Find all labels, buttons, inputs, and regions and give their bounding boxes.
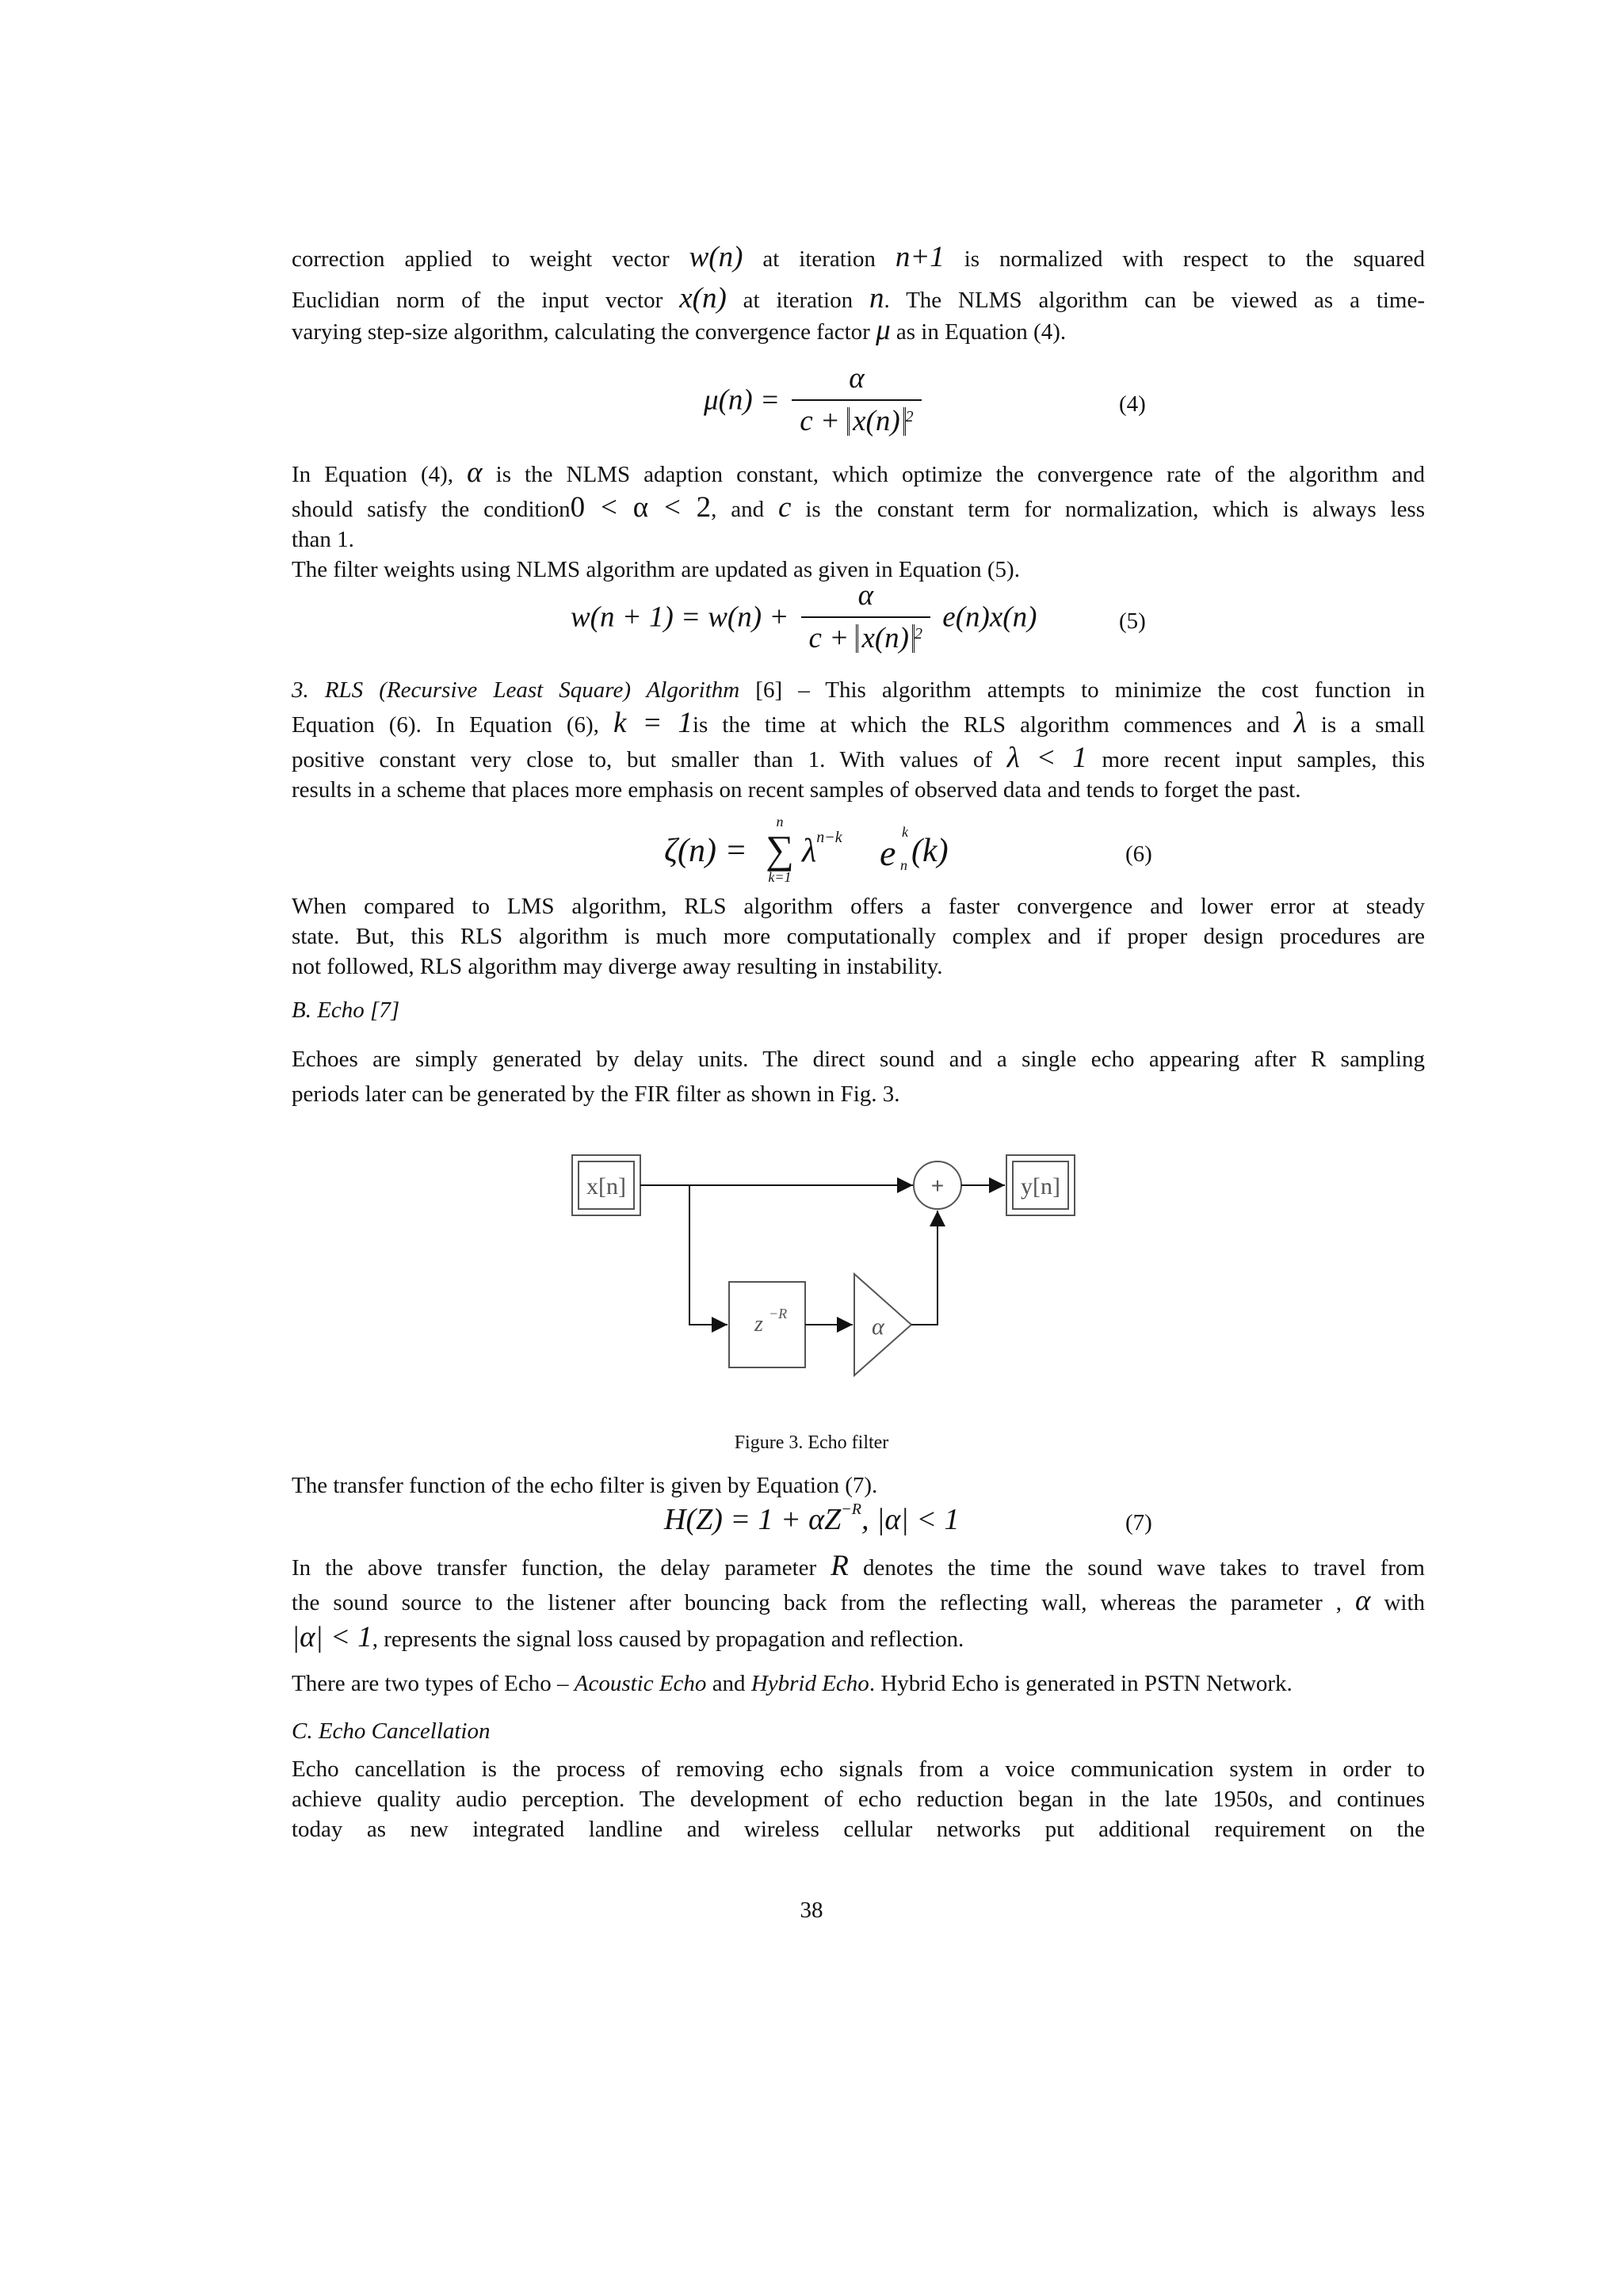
input-block — [572, 1155, 640, 1215]
paragraph-nlms-intro — [292, 242, 1425, 347]
svg-text:+: + — [930, 1173, 945, 1198]
math-x-n: x(n) — [679, 282, 727, 315]
equation-number: (6) — [1125, 841, 1152, 867]
paragraph-echo-types: There are two types of Echo – Acoustic Echo and Hybrid Echo. Hybrid Echo is generated in PSTN Network. — [292, 1671, 1293, 1696]
math-R: R — [831, 1550, 849, 1582]
math-w-n: w(n) — [689, 241, 743, 273]
equation-number: (5) — [1119, 608, 1146, 634]
paragraph-transfer: The transfer function of the echo filter is given by Equation (7). — [292, 1473, 878, 1498]
echo-filter-diagram — [555, 1141, 1094, 1379]
adder-node — [914, 1161, 961, 1209]
text-line: Euclidian norm of the input vector x(n) at iteration n. The NLMS algorithm can be viewed as a time- — [292, 282, 1426, 315]
paragraph-nlms-constant — [292, 458, 1425, 585]
equation-number: (4) — [1119, 391, 1146, 417]
text-line: When compared to LMS algorithm, RLS algorithm offers a faster convergence and lower error at steady — [292, 894, 1425, 919]
text-line: varying step-size algorithm, calculating the convergence factor μ as in Equation (4). — [292, 314, 1067, 346]
math-alpha: α — [467, 456, 483, 489]
eq7-lhs: H(Z) = 1 + αZ — [664, 1503, 842, 1536]
math-mu: μ — [876, 314, 891, 346]
eq4-fraction: $\frac{\alpha}{c + x(n) ^2}$ — [792, 361, 921, 439]
text-line: periods later can be generated by the FIR filter as shown in Fig. 3. — [292, 1081, 900, 1107]
text-line: positive constant very close to, but smaller than 1. With values of λ < 1 more recent input samples, this — [292, 742, 1426, 774]
eq5-lhs: w(n + 1) = w(n) + — [571, 601, 789, 634]
text-line: state. But, this RLS algorithm is much more computationally complex and if proper design procedures are — [292, 924, 1425, 949]
eq6-lhs: ζ(n) = — [664, 833, 747, 869]
text-line: not followed, RLS algorithm may diverge away resulting in instability. — [292, 954, 943, 979]
paragraph-rls-compare — [292, 891, 1425, 982]
math-lambda-lt-1: λ < 1 — [1006, 742, 1087, 774]
text-line: In Equation (4), α is the NLMS adaption constant, which optimize the convergence rate of the algorithm and — [292, 456, 1426, 489]
text-line: 3. RLS (Recursive Least Square) Algorithm [6] – This algorithm attempts to minimize the cost function in — [292, 677, 1425, 703]
page-number: 38 — [800, 1897, 823, 1923]
section-heading-echo-cancellation: C. Echo Cancellation — [292, 1718, 491, 1744]
eq5-fraction: $\frac{\alpha}{c + x(n) ^2}$ — [801, 578, 930, 656]
eq6-sum-upper: n — [776, 814, 784, 830]
output-block — [1006, 1155, 1075, 1215]
eq4-lhs: μ(n) = — [704, 383, 780, 417]
equation-number: (7) — [1125, 1510, 1152, 1535]
math-abs-alpha: |α| < 1 — [292, 1621, 372, 1653]
eq5-rhs: e(n)x(n) — [942, 601, 1037, 634]
svg-text:−R: −R — [769, 1306, 788, 1322]
text-line: The filter weights using NLMS algorithm are updated as given in Equation (5). — [292, 557, 1020, 582]
figure-caption: Figure 3. Echo filter — [734, 1432, 889, 1453]
text-line: Echo cancellation is the process of removing echo signals from a voice communication system in order to — [292, 1756, 1425, 1782]
svg-text:α: α — [872, 1314, 884, 1340]
text-line: In the above transfer function, the delay parameter R denotes the time the sound wave takes to travel from — [292, 1550, 1425, 1582]
text-line: |α| < 1, represents the signal loss caused by propagation and reflection. — [292, 1621, 964, 1653]
text-line: results in a scheme that places more emphasis on recent samples of observed data and tends to forget the past. — [292, 777, 1301, 803]
section-heading-echo: B. Echo [7] — [292, 997, 400, 1023]
gain-amplifier — [854, 1274, 911, 1375]
eq6-e: e — [880, 833, 896, 873]
paragraph-delay-parameter — [292, 1551, 1425, 1654]
svg-text:z: z — [754, 1312, 763, 1337]
svg-text:x[n]: x[n] — [586, 1173, 626, 1199]
text-line: the sound source to the listener after bouncing back from the reflecting wall, whereas the parameter , α with — [292, 1585, 1426, 1617]
math-n: n — [869, 282, 884, 315]
text-line: should satisfy the condition0 < α < 2, and c is the constant term for normalization, which is always less — [292, 491, 1426, 524]
text-line: than 1. — [292, 527, 354, 552]
text-line: today as new integrated landline and wireless cellular networks put additional requirement on the — [292, 1817, 1425, 1842]
paragraph-rls — [292, 675, 1425, 805]
text-line: Echoes are simply generated by delay units. The direct sound and a single echo appearing after R sampling — [292, 1047, 1425, 1072]
text-line: correction applied to weight vector w(n) at iteration n+1 is normalized with respect to the squared — [292, 241, 1426, 273]
delay-block — [729, 1282, 805, 1367]
paragraph-echo-cancellation — [292, 1754, 1425, 1844]
math-condition: 0 < α < 2 — [570, 491, 712, 524]
math-n-plus-1: n+1 — [895, 241, 945, 273]
eq6-lambda: λ — [802, 833, 817, 869]
rls-heading: 3. RLS (Recursive Least Square) Algorithm — [292, 677, 740, 703]
text-line: Equation (6). In Equation (6), k = 1is the time at which the RLS algorithm commences and λ is a small — [292, 707, 1426, 739]
eq7-rest: , |α| < 1 — [861, 1503, 960, 1536]
math-k-equals-1: k = 1 — [613, 707, 693, 739]
acoustic-echo-term: Acoustic Echo — [574, 1671, 707, 1696]
svg-text:y[n]: y[n] — [1021, 1173, 1060, 1199]
eq6-sum-lower: k=1 — [768, 869, 792, 885]
paragraph-echo — [292, 1044, 1425, 1109]
math-lambda: λ — [1293, 707, 1307, 739]
equation-6: ζ(n) = n ∑ k=1 $\lambda^{n-k}$ e k n (k) (6) — [664, 814, 1152, 885]
text-line: achieve quality audio perception. The development of echo reduction began in the late 1950s, and continues — [292, 1787, 1425, 1812]
eq6-sum-sign: ∑ — [766, 827, 794, 871]
math-c: c — [778, 491, 792, 524]
math-alpha: α — [1355, 1585, 1371, 1617]
eq6-arg: (k) — [911, 833, 949, 869]
hybrid-echo-term: Hybrid Echo — [750, 1671, 869, 1696]
